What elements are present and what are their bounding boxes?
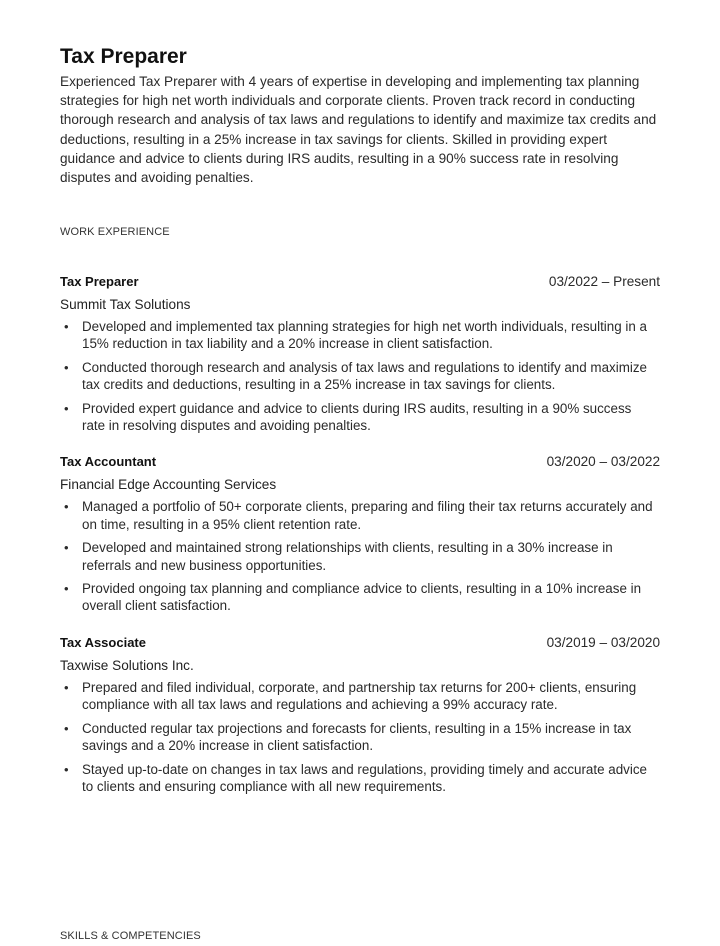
bullet-icon: •	[64, 540, 69, 556]
bullet-icon: •	[64, 499, 69, 515]
bullet-text: Developed and maintained strong relationships with clients, resulting in a 30% increase in referrals and new business opportunities.	[82, 540, 613, 573]
job-entry	[60, 274, 660, 434]
resume-page	[60, 44, 660, 942]
job-title: Tax Accountant	[60, 454, 157, 470]
company-name: Financial Edge Accounting Services	[60, 477, 277, 493]
bullet-item	[60, 761, 660, 796]
professional-summary: Experienced Tax Preparer with 4 years of expertise in developing and implementing tax planning strategies for high net worth individuals and corporate clients. Proven track record in conducting thorough research and analysis of tax laws and regulations to identify and maximize tax credits and deductions, resulting in a 25% increase in tax savings for clients. Skilled in providing expert guidance and advice to clients during IRS audits, resulting in a 90% success rate in resolving disputes and avoiding penalties.	[60, 74, 657, 186]
bullet-text: Conducted thorough research and analysis of tax laws and regulations to identify and maximize tax credits and deductions, resulting in a 25% increase in tax savings for clients.	[82, 359, 647, 393]
resume-title: Tax Preparer	[60, 45, 187, 68]
bullet-item	[60, 580, 660, 615]
bullet-text: Provided expert guidance and advice to clients during IRS audits, resulting in a 90% success rate in resolving disputes and avoiding penalties.	[82, 400, 632, 434]
section-heading-skills: SKILLS & COMPETENCIES	[60, 930, 201, 942]
bullet-icon: •	[64, 319, 69, 334]
job-header	[60, 274, 660, 296]
job-bullets	[60, 679, 660, 795]
job-dates: 03/2019 – 03/2020	[546, 634, 660, 650]
job-bullets	[60, 498, 660, 614]
bullet-text: Managed a portfolio of 50+ corporate clients, preparing and filing their tax returns accurately and on time, resulting in a 95% client retention rate.	[82, 499, 653, 532]
bullet-text: Stayed up-to-date on changes in tax laws and regulations, providing timely and accurate advice to clients and ensuring compliance with all new requirements.	[82, 761, 647, 794]
bullet-icon: •	[64, 679, 69, 695]
bullet-item	[60, 400, 660, 435]
company-name: Summit Tax Solutions	[60, 297, 191, 312]
bullet-item	[60, 498, 660, 533]
job-entry	[60, 635, 660, 795]
bullet-icon: •	[64, 359, 69, 375]
job-dates: 03/2020 – 03/2022	[546, 454, 660, 470]
job-dates: 03/2022 – Present	[548, 274, 660, 289]
bullet-item	[60, 679, 660, 714]
section-heading-work-experience: WORK EXPERIENCE	[60, 226, 170, 238]
job-header	[60, 635, 660, 657]
bullet-text: Prepared and filed individual, corporate, and partnership tax returns for 200+ clients, ensuring compliance with all tax laws and regulations and achieving a 99% accuracy rate.	[82, 679, 637, 713]
bullet-item	[60, 318, 660, 353]
bullet-text: Provided ongoing tax planning and compliance advice to clients, resulting in a 10% increase in overall client satisfaction.	[82, 581, 642, 614]
job-bullets	[60, 318, 660, 434]
company-name: Taxwise Solutions Inc.	[60, 657, 194, 673]
job-header	[60, 454, 660, 476]
bullet-item	[60, 359, 660, 394]
bullet-icon: •	[64, 581, 69, 597]
work-experience-list	[60, 274, 660, 815]
bullet-text: Conducted regular tax projections and forecasts for clients, resulting in a 15% increase in tax savings and a 20% increase in client satisfaction.	[82, 720, 632, 754]
bullet-text: Developed and implemented tax planning strategies for high net worth individuals, resulting in a 15% reduction in tax liability and a 20% increase in client satisfaction.	[82, 319, 647, 352]
job-title: Tax Associate	[60, 634, 146, 650]
bullet-icon: •	[64, 761, 69, 777]
bullet-icon: •	[64, 400, 69, 416]
job-title: Tax Preparer	[60, 274, 139, 289]
bullet-item	[60, 539, 660, 574]
job-entry	[60, 454, 660, 614]
bullet-item	[60, 720, 660, 755]
bullet-icon: •	[64, 720, 69, 736]
